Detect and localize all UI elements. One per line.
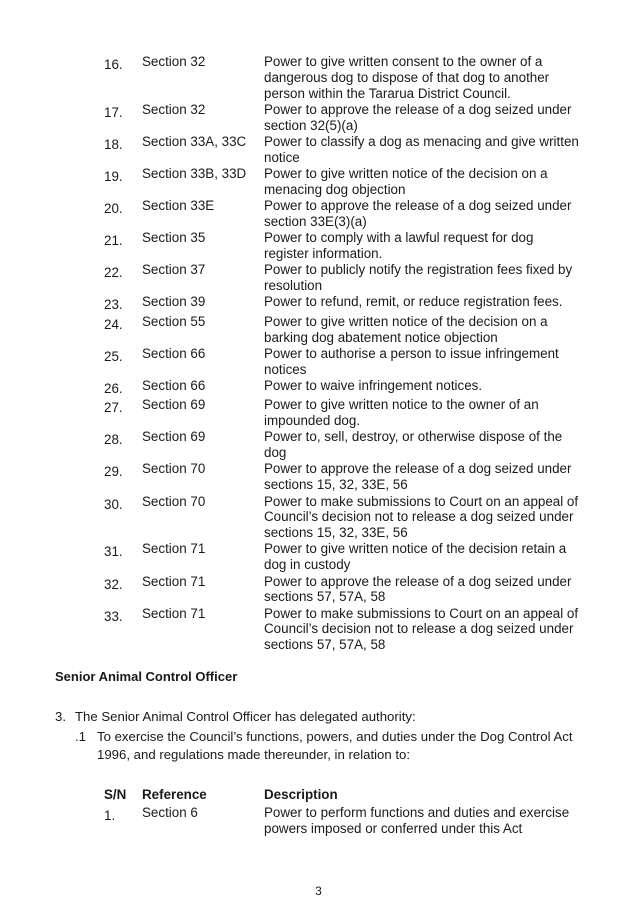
paragraph-text: The Senior Animal Control Officer has delegated authority: (75, 709, 416, 724)
row-number: 17. (104, 104, 123, 120)
row-reference: Section 66 (142, 345, 206, 361)
table-row (104, 54, 582, 102)
description-line: Power to approve the release of a dog seized under (264, 198, 572, 214)
row-number: 22. (104, 265, 123, 281)
description-line: Power to give written notice of the decision on a (264, 313, 548, 329)
row-description (264, 346, 582, 378)
row-description (264, 262, 582, 294)
description-line: section 33E(3)(a) (264, 213, 367, 229)
table-row (104, 494, 582, 542)
description-line: Power to make submissions to Court on an appeal of (264, 493, 579, 509)
subparagraph-text-line-1: To exercise the Council’s functions, powers, and duties under the Dog Control Act (97, 729, 573, 744)
row-description (264, 166, 582, 198)
row-number: 24. (104, 316, 123, 332)
senior-officer-table (104, 787, 582, 837)
description-line: notices (264, 361, 307, 377)
row-reference: Section 71 (142, 541, 206, 557)
table-row (104, 166, 582, 198)
table-row (104, 230, 582, 262)
description-line: Council’s decision not to release a dog seized under (264, 509, 574, 525)
table-row (104, 397, 582, 429)
row-reference: Section 33B, 33D (142, 166, 247, 182)
description-line: sections 57, 57A, 58 (264, 637, 386, 653)
row-description (264, 314, 582, 346)
table-row (104, 198, 582, 230)
page-number: 3 (315, 884, 322, 898)
table-row (104, 429, 582, 461)
table-row (104, 606, 582, 654)
row-description (264, 606, 582, 654)
header-description: Description (264, 787, 338, 802)
row-reference: Section 69 (142, 397, 206, 413)
row-number: 30. (104, 496, 123, 512)
row-description (264, 461, 582, 493)
description-line: Power to give written notice of the decision on a (264, 166, 548, 182)
table-row (104, 541, 582, 573)
description-line: menacing dog objection (264, 181, 406, 197)
row-number: 23. (104, 297, 123, 313)
description-line: Power to authorise a person to issue infringement (264, 345, 559, 361)
senior-officer-table-body (104, 805, 582, 837)
description-line: notice (264, 149, 300, 165)
table-row (104, 262, 582, 294)
row-number: 26. (104, 380, 123, 396)
row-number: 16. (104, 57, 123, 72)
row-number: 18. (104, 136, 123, 152)
row-description (264, 198, 582, 230)
description-line: dangerous dog to dispose of that dog to another (264, 69, 550, 85)
description-line: barking dog abatement notice objection (264, 329, 498, 345)
row-description (264, 494, 582, 542)
description-line: Power to approve the release of a dog seized under (264, 573, 572, 589)
row-reference: Section 32 (142, 101, 206, 117)
description-line: register information. (264, 246, 383, 262)
row-number: 27. (104, 400, 123, 416)
row-number: 32. (104, 576, 123, 592)
delegation-table-body (104, 54, 582, 653)
subparagraph-number: .1 (75, 729, 86, 744)
delegation-table (104, 54, 582, 653)
row-reference: Section 35 (142, 230, 206, 246)
row-number: 29. (104, 464, 123, 480)
table-row (104, 294, 582, 313)
description-line: Power to make submissions to Court on an appeal of (264, 605, 579, 621)
row-number: 20. (104, 201, 123, 217)
subparagraph-text-line-2: 1996, and regulations made thereunder, in relation to: (97, 747, 411, 762)
table-row (104, 134, 582, 166)
row-description (264, 429, 582, 461)
row-number: 21. (104, 233, 123, 249)
description-line: Power to give written notice of the decision retain a (264, 541, 567, 557)
row-description (264, 574, 582, 606)
description-line: Power to refund, remit, or reduce registration fees. (264, 294, 563, 310)
header-reference: Reference (142, 787, 207, 802)
header-sn: S/N (104, 787, 127, 802)
table-row (104, 461, 582, 493)
row-reference: Section 39 (142, 294, 206, 310)
row-reference: Section 6 (142, 805, 198, 820)
table-row (104, 102, 582, 134)
description-line: Council’s decision not to release a dog seized under (264, 621, 574, 637)
row-reference: Section 32 (142, 54, 206, 69)
row-number: 25. (104, 348, 123, 364)
row-number: 33. (104, 608, 123, 624)
table-row (104, 346, 582, 378)
paragraph-number: 3. (55, 709, 66, 724)
description-line: section 32(5)(a) (264, 117, 358, 133)
row-reference: Section 69 (142, 429, 206, 445)
description-line: Power to publicly notify the registration fees fixed by (264, 262, 573, 278)
description-line: sections 57, 57A, 58 (264, 589, 386, 605)
row-reference: Section 70 (142, 461, 206, 477)
row-number: 19. (104, 169, 123, 185)
table-row (104, 378, 582, 397)
description-line: Power to give written consent to the owner of a (264, 54, 543, 69)
row-number: 1. (104, 808, 116, 823)
row-reference: Section 55 (142, 313, 206, 329)
description-line: Power to, sell, destroy, or otherwise dispose of the (264, 429, 563, 445)
row-description (264, 541, 582, 573)
description-line: sections 15, 32, 33E, 56 (264, 525, 408, 541)
row-reference: Section 66 (142, 377, 206, 393)
table-header-row (104, 787, 582, 805)
table-row (104, 314, 582, 346)
row-reference: Section 33A, 33C (142, 133, 247, 149)
description-line: impounded dog. (264, 413, 361, 429)
description-line: Power to waive infringement notices. (264, 377, 483, 393)
section-heading: Senior Animal Control Officer (55, 669, 238, 684)
description-line: Power to comply with a lawful request for dog (264, 230, 534, 246)
row-reference: Section 71 (142, 573, 206, 589)
description-line: dog (264, 445, 287, 461)
description-line: Power to approve the release of a dog seized under (264, 101, 572, 117)
description-line: resolution (264, 278, 323, 294)
row-description (264, 54, 582, 102)
row-reference: Section 37 (142, 262, 206, 278)
description-line: Power to give written notice to the owner of an (264, 397, 539, 413)
paragraph-3 (55, 708, 416, 726)
description-line: Power to classify a dog as menacing and give written (264, 133, 579, 149)
row-number: 31. (104, 544, 123, 560)
description-line: Power to approve the release of a dog seized under (264, 461, 572, 477)
row-reference: Section 71 (142, 605, 206, 621)
description-line: person within the Tararua District Council. (264, 85, 511, 101)
row-description (264, 230, 582, 262)
row-description (264, 294, 582, 313)
row-number: 28. (104, 432, 123, 448)
row-description (264, 378, 582, 397)
table-row (104, 805, 582, 837)
description-line: Power to perform functions and duties and exercise (264, 805, 570, 820)
row-reference: Section 70 (142, 493, 206, 509)
description-line: dog in custody (264, 557, 351, 573)
row-description (264, 102, 582, 134)
row-reference: Section 33E (142, 198, 215, 214)
description-line: sections 15, 32, 33E, 56 (264, 477, 408, 493)
table-row (104, 574, 582, 606)
row-description (264, 805, 582, 837)
row-description (264, 134, 582, 166)
row-description (264, 397, 582, 429)
description-line: powers imposed or conferred under this Act (264, 820, 523, 836)
subparagraph-1 (75, 728, 585, 764)
